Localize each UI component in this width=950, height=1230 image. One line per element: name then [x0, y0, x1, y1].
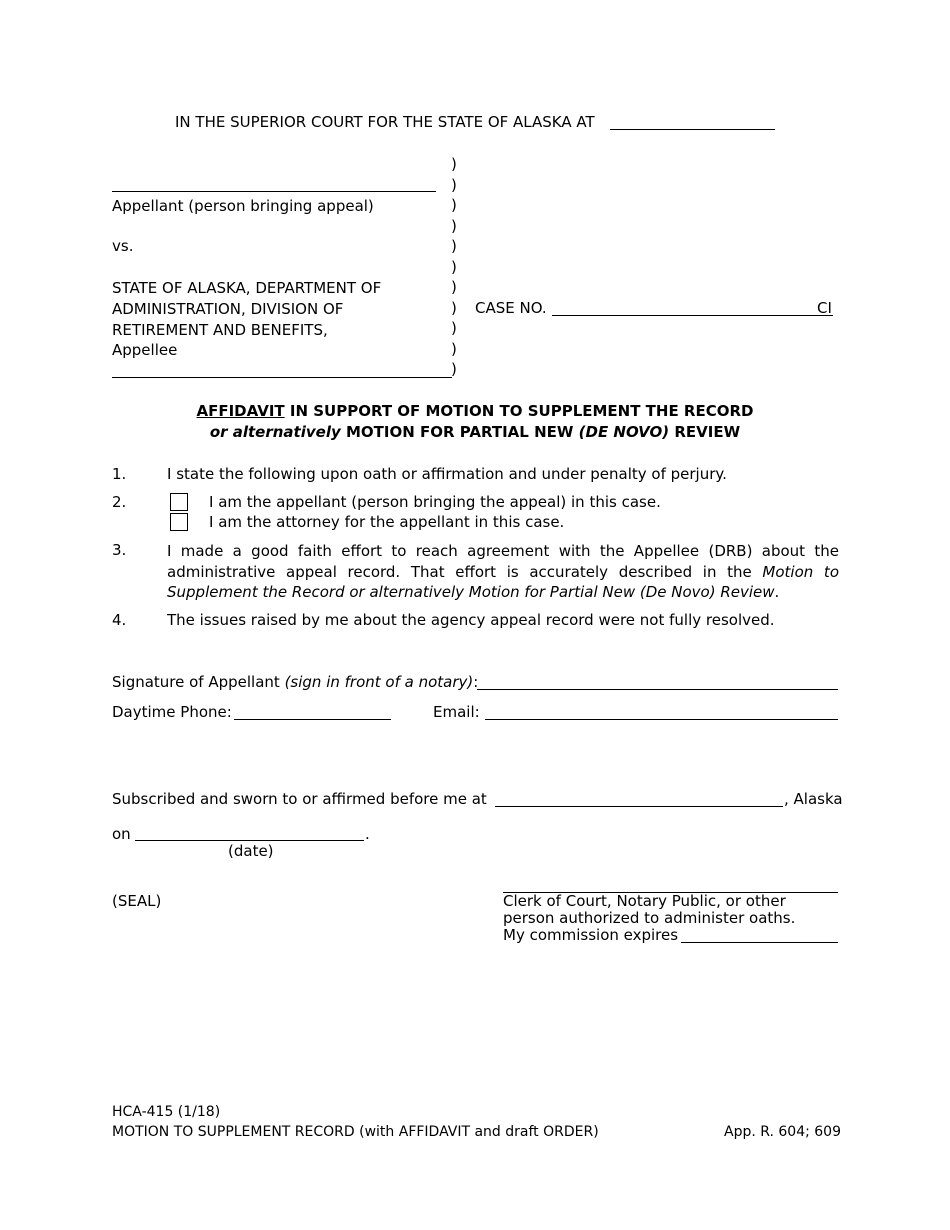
rule-reference: App. R. 604; 609	[724, 1124, 841, 1140]
paren: )	[451, 278, 457, 296]
caption-bottom-rule	[112, 377, 452, 378]
signature-field[interactable]	[477, 689, 838, 690]
signature-colon: :	[473, 673, 479, 691]
item-3-plain: I made a good faith effort to reach agreement with the Appellee (DRB) about the administrative appeal record. That effort is accurately described in the	[167, 542, 839, 581]
item-3-italic: Motion to Supplement the Record or alternatively Motion for Partial New (De Novo) Review	[167, 562, 839, 601]
clerk-line: Clerk of Court, Notary Public, or other	[503, 892, 786, 910]
paren: )	[451, 339, 457, 358]
appellant-option-label: I am the appellant (person bringing the appeal) in this case.	[209, 493, 661, 511]
title-or-alternatively: or alternatively	[209, 423, 341, 441]
court-location-field[interactable]	[610, 129, 775, 130]
commission-expires-field[interactable]	[681, 942, 838, 943]
appellee-line: RETIREMENT AND BENEFITS,	[112, 320, 328, 339]
paren: )	[451, 319, 457, 337]
paren: )	[451, 155, 457, 173]
appellee-line: ADMINISTRATION, DIVISION OF	[112, 299, 344, 318]
case-no-label: CASE NO.	[475, 299, 547, 317]
document-title-line1	[0, 402, 950, 420]
paren: )	[451, 175, 457, 194]
paren: )	[451, 196, 457, 214]
item-4-text: The issues raised by me about the agency appeal record were not fully resolved.	[167, 611, 775, 629]
alaska-label: , Alaska	[784, 790, 843, 808]
appellee-line: STATE OF ALASKA, DEPARTMENT OF	[112, 279, 382, 297]
case-suffix: CI	[817, 299, 832, 317]
form-id: HCA-415 (1/18)	[112, 1104, 221, 1120]
appellant-label: Appellant (person bringing appeal)	[112, 197, 374, 215]
title-de-novo: (DE NOVO)	[578, 423, 670, 441]
seal-label: (SEAL)	[112, 892, 162, 910]
vs-label: vs.	[112, 237, 134, 255]
email-field[interactable]	[485, 719, 838, 720]
case-number-field[interactable]	[552, 315, 833, 316]
clerk-block	[503, 893, 795, 944]
signature-label-italic: (sign in front of a notary)	[284, 673, 474, 691]
paren: )	[451, 216, 457, 235]
item-number: 1.	[112, 465, 127, 483]
commission-label: My commission expires	[503, 926, 679, 944]
court-heading: IN THE SUPERIOR COURT FOR THE STATE OF ALASKA AT	[175, 113, 595, 131]
paren: )	[451, 257, 457, 276]
paren: )	[451, 298, 457, 317]
item-3-end: .	[774, 583, 780, 601]
item-number: 2.	[112, 493, 127, 511]
appellee-line: Appellee	[112, 341, 178, 360]
title-line2-mid: MOTION FOR PARTIAL NEW	[340, 423, 579, 441]
phone-field[interactable]	[234, 719, 391, 720]
signature-label-text: Signature of Appellant	[112, 673, 285, 691]
on-label: on	[112, 825, 131, 843]
sworn-label: Subscribed and sworn to or affirmed before me at	[112, 790, 487, 808]
date-field[interactable]	[135, 840, 364, 841]
item-3-text	[167, 541, 839, 603]
item-number: 4.	[112, 611, 127, 629]
paren: )	[451, 237, 457, 255]
form-title: MOTION TO SUPPLEMENT RECORD (with AFFIDAVIT and draft ORDER)	[112, 1124, 599, 1140]
clerk-line: person authorized to administer oaths.	[503, 909, 796, 927]
email-label: Email:	[433, 703, 480, 721]
item-number: 3.	[112, 541, 127, 559]
item-1-text: I state the following upon oath or affirmation and under penalty of perjury.	[167, 465, 727, 483]
paren: )	[451, 360, 457, 378]
appellee-block	[112, 278, 381, 361]
affidavit-word: AFFIDAVIT	[196, 402, 285, 420]
attorney-option-label: I am the attorney for the appellant in this case.	[209, 513, 565, 531]
phone-label: Daytime Phone:	[112, 703, 232, 721]
appellant-checkbox[interactable]	[170, 493, 188, 511]
sworn-location-field[interactable]	[495, 806, 783, 807]
signature-label	[112, 673, 478, 691]
title-line1-rest: IN SUPPORT OF MOTION TO SUPPLEMENT THE RECORD	[284, 402, 754, 420]
document-title-line2	[0, 423, 950, 441]
date-label: (date)	[228, 842, 274, 860]
date-period: .	[365, 825, 370, 843]
attorney-checkbox[interactable]	[170, 513, 188, 531]
caption-parentheses	[451, 154, 457, 380]
title-line2-end: REVIEW	[669, 423, 741, 441]
appellant-name-field[interactable]	[112, 191, 436, 192]
